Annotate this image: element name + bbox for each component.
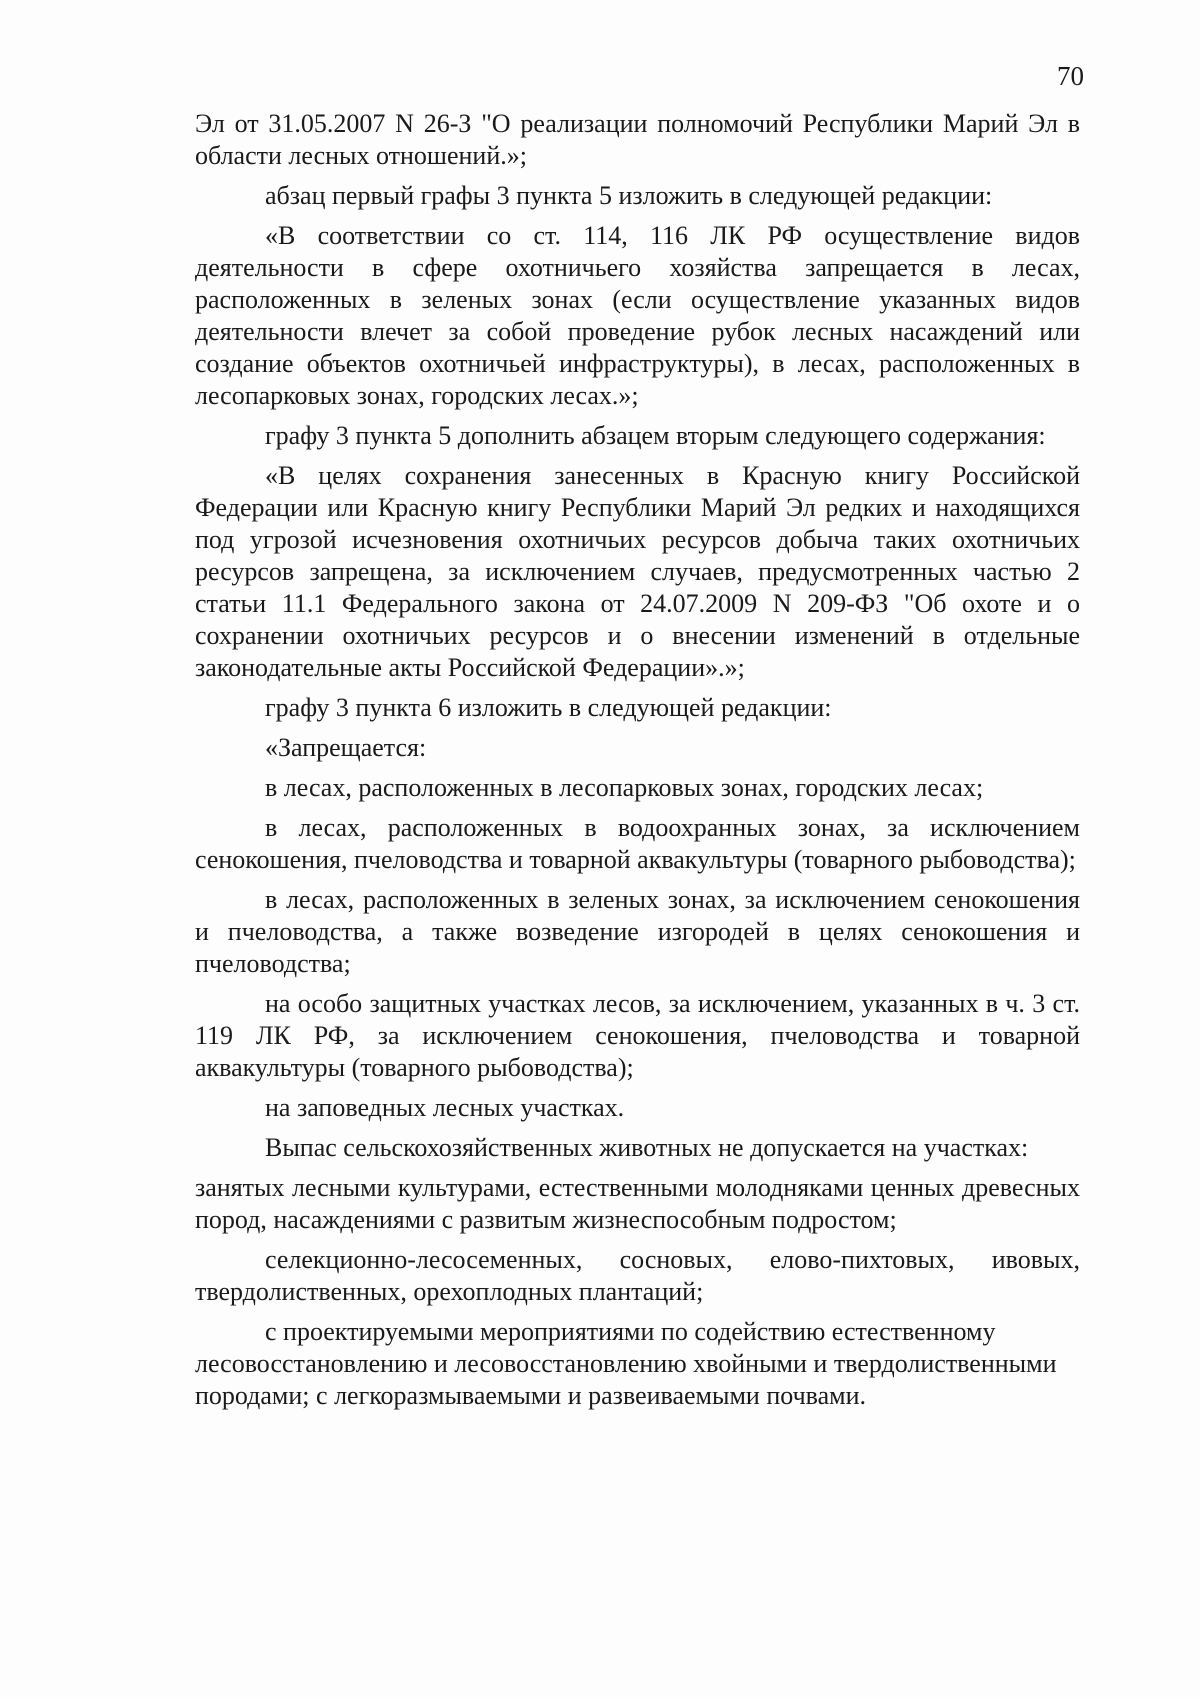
paragraph: в лесах, расположенных в водоохранных зонах, за исключением сенокошения, пчеловодства и товарной аквакультуры (товарного рыбоводства);: [195, 813, 1080, 874]
document-body: [195, 108, 1080, 1420]
paragraph: Выпас сельскохозяйственных животных не допускается на участках:: [265, 1133, 1029, 1162]
paragraph: «В целях сохранения занесенных в Красную книгу Российской Федерации или Красную книгу Республики Марий Эл редких и находящихся под угрозой исчезновения охотничьих ресурсов добыча таких охотничьих ресурсов запрещена, за исключением случаев, предусмотренных частью 2 статьи 11.1 Федерального закона от 24.07.2009 N 209-ФЗ "Об охоте и о сохранении охотничьих ресурсов и о внесении изменений в отдельные законодательные акты Российской Федерации».»;: [195, 461, 1080, 682]
paragraph: на особо защитных участках лесов, за исключением, указанных в ч. 3 ст. 119 ЛК РФ, за исключением сенокошения, пчеловодства и товарной аквакультуры (товарного рыбоводства);: [195, 989, 1080, 1082]
paragraph: на заповедных лесных участках.: [265, 1093, 625, 1122]
paragraph: абзац первый графы 3 пункта 5 изложить в следующей редакции:: [265, 181, 993, 210]
paragraph: в лесах, расположенных в лесопарковых зонах, городских лесах;: [265, 773, 984, 802]
page-number: 70: [1057, 61, 1084, 91]
paragraph: графу 3 пункта 6 изложить в следующей редакции:: [265, 693, 832, 722]
paragraph: «В соответствии со ст. 114, 116 ЛК РФ осуществление видов деятельности в сфере охотничьего хозяйства запрещается в лесах, расположенных в зеленых зонах (если осуществление указанных видов деятельности влечет за собой проведение рубок лесных насаждений или создание объектов охотничьей инфраструктуры), в лесах, расположенных в лесопарковых зонах, городских лесах.»;: [195, 221, 1080, 410]
paragraph: «Запрещается:: [265, 733, 427, 762]
paragraph: графу 3 пункта 5 дополнить абзацем вторым следующего содержания:: [265, 421, 1046, 450]
paragraph: занятых лесными культурами, естественными молодняками ценных древесных пород, насаждениями с развитым жизнеспособным подростом;: [195, 1173, 1080, 1234]
paragraph: Эл от 31.05.2007 N 26-З "О реализации полномочий Республики Марий Эл в области лесных отношений.»;: [195, 109, 1080, 170]
paragraph: с проектируемыми мероприятиями по содействию естественному лесовосстановлению и лесовосстановлению хвойными и твердолиственными породами; с легкоразмываемыми и развеиваемыми почвами.: [195, 1317, 1057, 1410]
paragraph: в лесах, расположенных в зеленых зонах, за исключением сенокошения и пчеловодства, а также возведение изгородей в целях сенокошения и пчеловодства;: [195, 885, 1080, 978]
paragraph: селекционно-лесосеменных, сосновых, елово-пихтовых, ивовых, твердолиственных, орехоплодных плантаций;: [195, 1245, 1080, 1306]
